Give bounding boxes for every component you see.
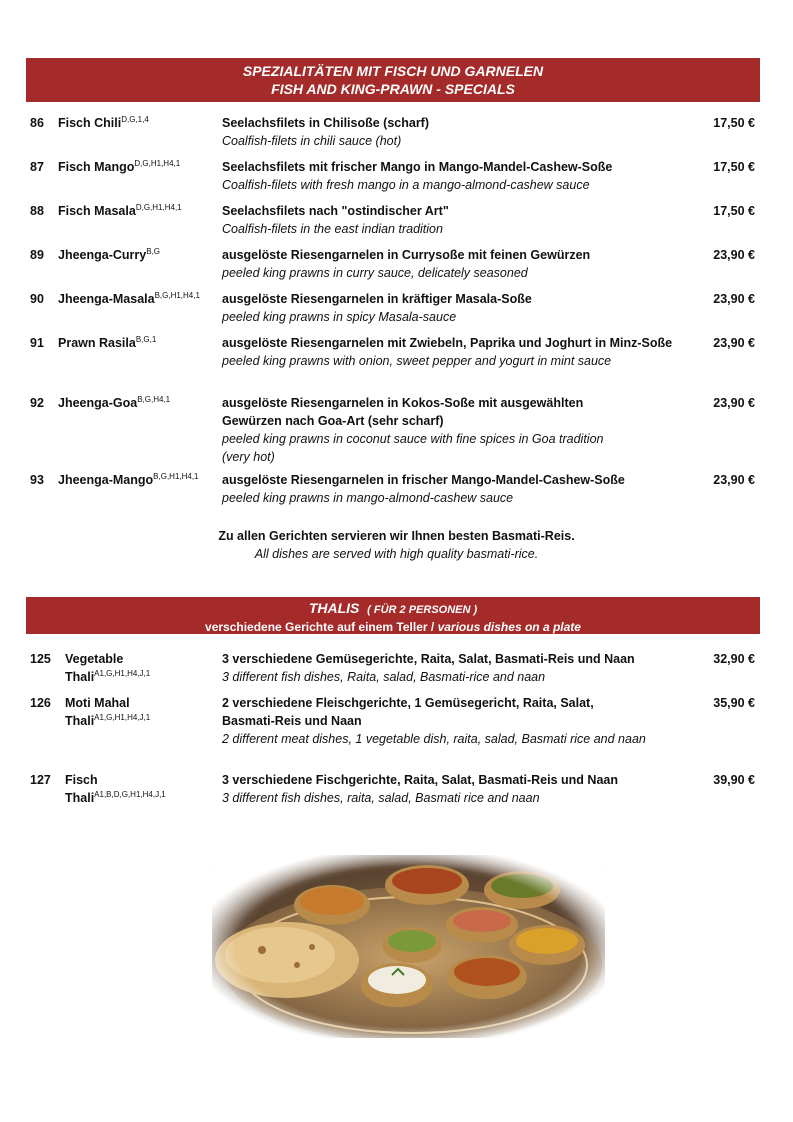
item-desc-de: ausgelöste Riesengarnelen in frischer Mango-Mandel-Cashew-Soße — [222, 473, 625, 487]
item-number: 127 — [30, 773, 51, 787]
allergen-codes: A1,B,D,G,H1,H4,J,1 — [94, 790, 166, 799]
item-price: 23,90 € — [713, 248, 755, 262]
section-header-fish — [26, 58, 760, 102]
item-price: 39,90 € — [713, 773, 755, 787]
section-subtitle-en: various dishes on a plate — [437, 620, 581, 634]
allergen-codes: D,G,H1,H4,1 — [134, 159, 181, 168]
item-name: Jheenga-Goa$^{B,G,H4,1}$ — [58, 395, 171, 410]
item-number: 92 — [30, 396, 44, 410]
item-desc-en: peeled king prawns in mango-almond-cashew sauce — [222, 491, 514, 505]
item-name: Jheenga-Masala$^{B,G,H1,H4,1}$ — [58, 291, 200, 306]
item-number: 89 — [30, 248, 44, 262]
section-title-de: SPEZIALITÄTEN MIT FISCH UND GARNELEN — [242, 63, 544, 79]
item-name: Fisch Chili$^{D,G,1,4}$ — [58, 115, 149, 130]
item-price: 23,90 € — [713, 396, 755, 410]
item-desc-en: peeled king prawns in spicy Masala-sauce — [222, 310, 457, 324]
item-number: 91 — [30, 336, 44, 350]
item-name: Fisch Masala$^{D,G,H1,H4,1}$ — [58, 203, 182, 218]
item-desc-de: 3 verschiedene Fischgerichte, Raita, Salat, Basmati-Reis und Naan — [222, 773, 618, 787]
allergen-codes: D,G,H1,H4,1 — [135, 203, 182, 212]
item-price: 17,50 € — [713, 204, 755, 218]
item-price: 17,50 € — [713, 160, 755, 174]
section-title: THALIS — [308, 600, 360, 616]
thali-photo — [212, 855, 605, 1038]
section-header-thalis — [26, 597, 760, 634]
rice-note-de: Zu allen Gerichten servieren wir Ihnen besten Basmati-Reis. — [218, 529, 575, 543]
section-title-sub: ( FÜR 2 PERSONEN ) — [367, 604, 478, 616]
item-desc-de: ausgelöste Riesengarnelen in kräftiger Masala-Soße — [222, 292, 532, 306]
allergen-codes: B,G,H4,1 — [137, 395, 171, 404]
item-name: Jheenga-Mango$^{B,G,H1,H4,1}$ — [58, 472, 199, 487]
allergen-codes: B,G — [146, 247, 161, 256]
item-desc-en: peeled king prawns in coconut sauce with fine spices in Goa tradition (very hot) — [222, 432, 604, 464]
item-desc-en: 2 different meat dishes, 1 vegetable dish, raita, salad, Basmati rice and naan — [222, 732, 646, 746]
allergen-codes: B,G,H1,H4,1 — [153, 472, 199, 481]
item-number: 93 — [30, 473, 44, 487]
section-subtitle-de: verschiedene Gerichte auf einem Teller — [205, 620, 428, 634]
allergen-codes: B,G,1 — [135, 335, 157, 344]
section-title-en: FISH AND KING-PRAWN - SPECIALS — [271, 81, 515, 97]
item-price: 32,90 € — [713, 652, 755, 666]
item-desc-de: ausgelöste Riesengarnelen in Kokos-Soße mit ausgewählten Gewürzen nach Goa-Art (sehr scharf) — [222, 396, 584, 428]
item-number: 125 — [30, 652, 51, 666]
item-desc-de: Seelachsfilets nach "ostindischer Art" — [222, 204, 449, 218]
rice-note-en: All dishes are served with high quality basmati-rice. — [254, 547, 539, 561]
item-desc-en: Coalfish-filets with fresh mango in a mango-almond-cashew sauce — [222, 178, 590, 192]
allergen-codes: B,G,H1,H4,1 — [154, 291, 200, 300]
item-number: 90 — [30, 292, 44, 306]
item-desc-en: 3 different fish dishes, Raita, salad, Basmati-rice and naan — [222, 670, 546, 684]
item-desc-en: peeled king prawns with onion, sweet pepper and yogurt in mint sauce — [222, 354, 612, 368]
item-desc-en: peeled king prawns in curry sauce, delicately seasoned — [222, 266, 528, 280]
rice-note — [0, 527, 793, 563]
subtitle-separator: / — [427, 620, 438, 634]
item-name: Fisch Thali$^{A1,B,D,G,H1,H4,J,1}$ — [65, 773, 166, 805]
item-desc-en: 3 different fish dishes, raita, salad, Basmati rice and naan — [222, 791, 540, 805]
item-desc-de: 2 verschiedene Fleischgerichte, 1 Gemüsegericht, Raita, Salat, Basmati-Reis und Naan — [222, 696, 594, 728]
item-name: Prawn Rasila$^{B,G,1}$ — [58, 335, 157, 350]
item-number: 126 — [30, 696, 51, 710]
item-desc-en: Coalfish-filets in the east indian tradition — [222, 222, 443, 236]
item-desc-de: 3 verschiedene Gemüsegerichte, Raita, Salat, Basmati-Reis und Naan — [222, 652, 635, 666]
allergen-codes: A1,G,H1,H4,J,1 — [94, 713, 151, 722]
item-desc-de: Seelachsfilets in Chilisoße (scharf) — [222, 116, 430, 130]
allergen-codes: D,G,1,4 — [121, 115, 149, 124]
item-price: 17,50 € — [713, 116, 755, 130]
item-price: 35,90 € — [713, 696, 755, 710]
allergen-codes: A1,G,H1,H4,J,1 — [94, 669, 151, 678]
item-desc-en: Coalfish-filets in chili sauce (hot) — [222, 134, 402, 148]
item-name: Moti Mahal Thali$^{A1,G,H1,H4,J,1}$ — [65, 696, 151, 728]
item-name: Fisch Mango$^{D,G,H1,H4,1}$ — [58, 159, 181, 174]
item-number: 88 — [30, 204, 44, 218]
item-desc-de: ausgelöste Riesengarnelen mit Zwiebeln, Paprika und Joghurt in Minz-Soße — [222, 336, 673, 350]
item-name: Jheenga-Curry$^{B,G}$ — [58, 247, 161, 262]
item-name: Vegetable Thali$^{A1,G,H1,H4,J,1}$ — [65, 652, 151, 684]
item-number: 87 — [30, 160, 44, 174]
item-price: 23,90 € — [713, 336, 755, 350]
item-price: 23,90 € — [713, 292, 755, 306]
item-price: 23,90 € — [713, 473, 755, 487]
item-desc-de: ausgelöste Riesengarnelen in Currysoße mit feinen Gewürzen — [222, 248, 591, 262]
item-desc-de: Seelachsfilets mit frischer Mango in Mango-Mandel-Cashew-Soße — [222, 160, 613, 174]
item-number: 86 — [30, 116, 44, 130]
